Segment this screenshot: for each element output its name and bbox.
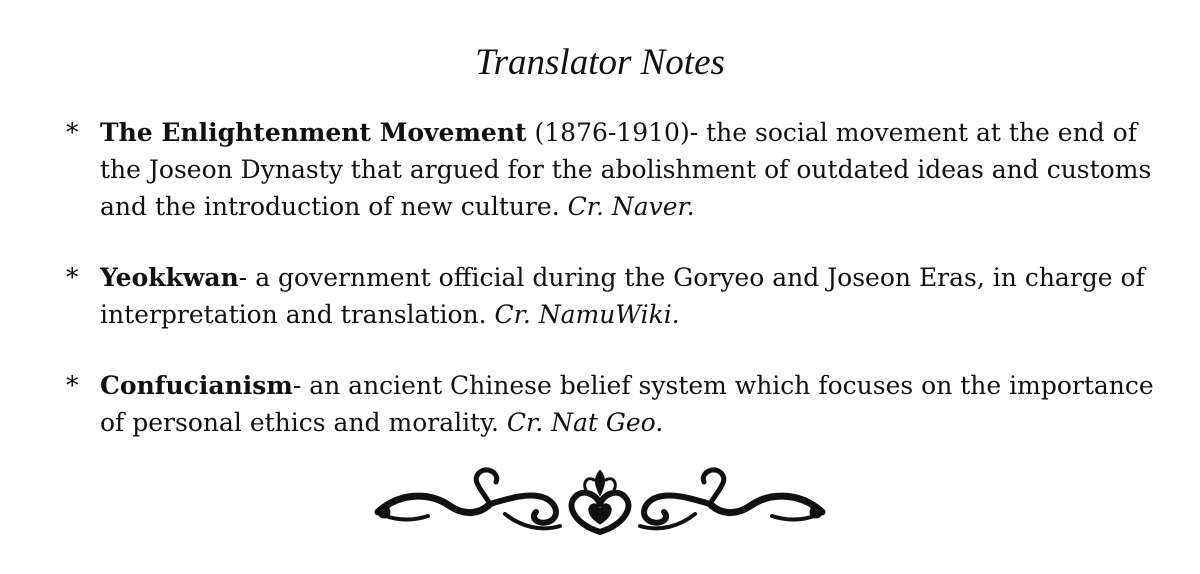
note-bullet: * bbox=[66, 263, 79, 292]
note-term: Confucianism bbox=[100, 371, 293, 400]
note-item bbox=[66, 259, 1176, 333]
note-term: The Enlightenment Movement bbox=[100, 118, 527, 147]
note-text: an ancient Chinese belief system which focuses on the importance of personal ethics and morality. bbox=[100, 371, 1154, 437]
note-source: Cr. NamuWiki. bbox=[494, 300, 680, 329]
note-text: a government official during the Goryeo and Joseon Eras, in charge of interpretation and translation. bbox=[100, 263, 1145, 329]
note-source: Cr. Nat Geo. bbox=[506, 408, 664, 437]
notes-list bbox=[66, 114, 1176, 475]
note-text: the social movement at the end of the Joseon Dynasty that argued for the abolishment of outdated ideas and customs and the introduction of new culture. bbox=[100, 118, 1152, 221]
note-bullet: * bbox=[66, 118, 79, 147]
note-item bbox=[66, 114, 1176, 225]
note-dates: - bbox=[292, 371, 302, 400]
note-term: Yeokkwan bbox=[100, 263, 239, 292]
note-source: Cr. Naver. bbox=[567, 192, 695, 221]
note-item bbox=[66, 367, 1176, 441]
note-dates: - bbox=[238, 263, 248, 292]
note-bullet: * bbox=[66, 371, 79, 400]
note-dates: (1876-1910)- bbox=[526, 118, 699, 147]
flourish-divider-icon bbox=[370, 462, 830, 542]
page-title: Translator Notes bbox=[475, 42, 725, 83]
